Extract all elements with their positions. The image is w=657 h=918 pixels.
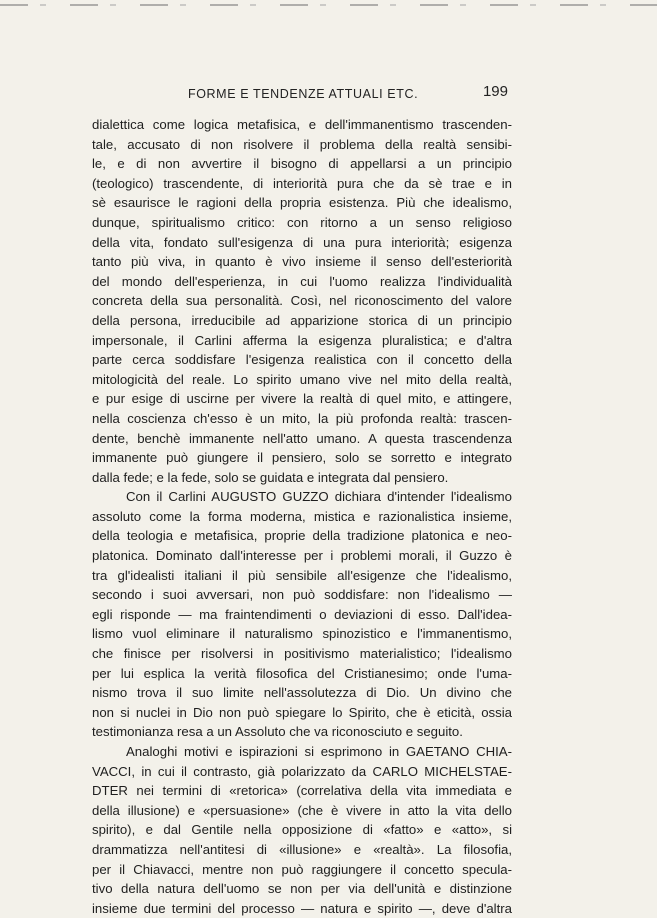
paragraph bbox=[92, 487, 512, 742]
text-line: nella coscienza ch'esso è un mito, la più profonda realtà: trascen- bbox=[92, 410, 512, 426]
text-line: per lui esplica la verità filosofica del Cristianesimo; onde l'uma- bbox=[92, 665, 512, 681]
text-line: Con il Carlini AUGUSTO GUZZO dichiara d'intender l'idealismo bbox=[126, 489, 512, 505]
text-line: sè esaurisce le ragioni della propria esistenza. Più che idealismo, bbox=[92, 195, 512, 211]
running-head-title: FORME E TENDENZE ATTUALI ETC. bbox=[188, 87, 419, 101]
text-line: impersonale, il Carlini afferma la esigenza pluralistica; e d'altra bbox=[92, 332, 512, 348]
text-line: le, e di non avvertire il bisogno di appellarsi a un principio bbox=[92, 156, 512, 172]
text-line: dalla fede; e la fede, solo se guidata e integrata dal pensiero. bbox=[92, 469, 449, 485]
text-line: platonica. Dominato dall'interesse per i problemi morali, il Guzzo è bbox=[92, 548, 512, 564]
text-line: tanto più viva, in quanto è vivo insieme il senso dell'esteriorità bbox=[92, 254, 512, 270]
text-line: della persona, irreducibile ad apparizione storica di un principio bbox=[92, 312, 512, 328]
paragraph bbox=[92, 742, 512, 918]
page-number: 199 bbox=[482, 83, 508, 100]
text-line: e pur esige di uscirne per vivere la realtà di quel mito, e attingere, bbox=[92, 391, 512, 407]
text-line: drammatizza nell'antitesi di «illusione» e «realtà». La filosofia, bbox=[92, 841, 512, 857]
text-line: insieme due termini del processo — natura e spirito —, deve d'altra bbox=[92, 900, 512, 916]
text-line: concreta della sua personalità. Così, nel riconoscimento del valore bbox=[92, 293, 512, 309]
text-line: non si nuclei in Dio non può spiegare lo Spirito, che è eticità, ossia bbox=[92, 704, 512, 720]
text-line: parte cerca soddisfare l'esigenza realistica con il concetto della bbox=[92, 352, 512, 368]
text-line: Analoghi motivi e ispirazioni si esprimono in GAETANO CHIA- bbox=[126, 744, 512, 759]
text-line: lismo vuol eliminare il naturalismo spinozistico e l'immanentismo, bbox=[92, 626, 512, 642]
text-line: spirito), e dal Gentile nella opposizione di «fatto» e «atto», si bbox=[92, 822, 512, 838]
text-line: della illusione) e «persuasione» (che è vivere in atto la vita dello bbox=[92, 802, 512, 818]
text-line: tra gl'idealisti italiani il più sensibile all'esigenze che l'idealismo, bbox=[92, 567, 512, 583]
scan-top-rule bbox=[0, 4, 657, 6]
text-line: della teologia e metafisica, proprie della tradizione platonica e neo- bbox=[92, 528, 512, 544]
text-line: mitologicità del reale. Lo spirito umano vive nel mito della realtà, bbox=[92, 371, 512, 387]
text-line: dente, benchè immanente nell'atto umano. A questa trascendenza bbox=[92, 430, 512, 446]
text-line: dialettica come logica metafisica, e dell'immanentismo trascenden- bbox=[92, 117, 512, 132]
text-line: testimonianza resa a un Assoluto che va riconosciuto e seguito. bbox=[92, 724, 463, 740]
text-line: secondo i suoi avversari, non può soddisfare: non l'idealismo — bbox=[92, 587, 512, 603]
text-line: (teologico) trascendente, di interiorità pura che da sè trae e in bbox=[92, 175, 512, 191]
text-line: tivo della natura dell'uomo se non per via dell'unità e distinzione bbox=[92, 881, 512, 897]
body-text bbox=[92, 115, 512, 918]
text-line: che finisce per risolversi in positivismo materialistico; l'idealismo bbox=[92, 646, 512, 662]
text-line: nismo trova il suo limite nell'assolutezza di Dio. Un divino che bbox=[92, 685, 512, 701]
running-head bbox=[92, 83, 512, 107]
text-line: assoluto come la forma moderna, mistica e razionalistica insieme, bbox=[92, 508, 512, 524]
text-line: egli risponde — ma fraintendimenti o deviazioni di esso. Dall'idea- bbox=[92, 606, 512, 622]
text-line: VACCI, in cui il contrasto, già polarizzato da CARLO MICHELSTAE- bbox=[92, 763, 512, 779]
text-line: dunque, spiritualismo critico: con ritorno a un senso religioso bbox=[92, 214, 512, 230]
text-line: per il Chiavacci, mentre non può raggiungere il concetto specula- bbox=[92, 861, 512, 877]
text-line: DTER nei termini di «retorica» (correlativa della vita immediata e bbox=[92, 783, 512, 799]
text-line: tale, accusato di non risolvere il problema della realtà sensibi- bbox=[92, 136, 512, 152]
paragraph bbox=[92, 115, 512, 487]
text-line: della vita, fondato sull'esigenza di una pura interiorità; esigenza bbox=[92, 234, 512, 250]
text-line: immanente può giungere il pensiero, solo se sorretto e integrato bbox=[92, 450, 512, 466]
text-line: del mondo dell'esperienza, in cui l'uomo realizza l'individualità bbox=[92, 273, 512, 289]
